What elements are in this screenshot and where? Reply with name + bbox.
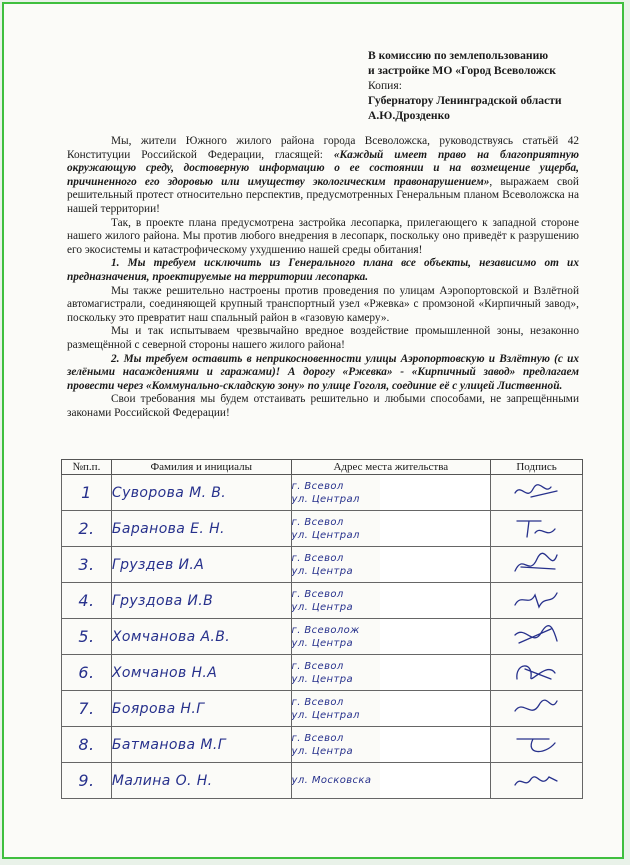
handwritten-signature-icon bbox=[511, 695, 561, 723]
row-name: Хомчанов Н.А bbox=[111, 655, 291, 691]
row-signature bbox=[491, 475, 583, 511]
petition-body bbox=[67, 135, 579, 420]
redacted-area bbox=[380, 691, 490, 726]
address-street: ул. Центра bbox=[291, 673, 353, 685]
table-header-row bbox=[62, 460, 583, 475]
row-name: Груздев И.А bbox=[111, 547, 291, 583]
row-number: 9. bbox=[62, 763, 112, 799]
row-address bbox=[291, 727, 491, 763]
signatures-body bbox=[62, 475, 583, 799]
paragraph-1-intro: Мы, жители Южного жилого района города Всеволожска, руководствуясь статьёй 42 Конституции Российской Федерации, гласящей: bbox=[67, 135, 579, 161]
row-name: Боярова Н.Г bbox=[111, 691, 291, 727]
row-number: 4. bbox=[62, 583, 112, 619]
row-number: 5. bbox=[62, 619, 112, 655]
row-signature bbox=[491, 691, 583, 727]
redacted-area bbox=[380, 655, 490, 690]
header-name: Фамилия и инициалы bbox=[111, 460, 291, 475]
table-row bbox=[62, 691, 583, 727]
address-city: г. Всевол bbox=[291, 660, 344, 672]
row-signature bbox=[491, 727, 583, 763]
address-street: ул. Центра bbox=[291, 637, 353, 649]
table-row bbox=[62, 547, 583, 583]
table-row bbox=[62, 511, 583, 547]
redacted-area bbox=[380, 511, 490, 546]
row-address bbox=[291, 583, 491, 619]
header-address: Адрес места жительства bbox=[291, 460, 491, 475]
row-address bbox=[291, 475, 491, 511]
table-row bbox=[62, 475, 583, 511]
address-street: ул. Центра bbox=[291, 745, 353, 757]
redacted-area bbox=[380, 619, 490, 654]
addressee-line-3: Губернатору Ленинградской области bbox=[368, 94, 562, 107]
paragraph-1 bbox=[67, 135, 579, 217]
handwritten-signature-icon bbox=[511, 551, 561, 579]
address-city: г. Всевол bbox=[291, 732, 344, 744]
row-signature bbox=[491, 511, 583, 547]
copy-label: Копия: bbox=[368, 79, 402, 92]
addressee-line-2: и застройке МО «Город Всеволожск bbox=[368, 64, 556, 77]
row-address bbox=[291, 691, 491, 727]
paragraph-4: Мы также решительно настроены против проведения по улицам Аэропортовской и Взлётной автомагистрали, соединяющей крупный транспортный узел «Ржевка» с промзоной «Кирпичный завод», поскольку это превратит наш спальный район в «газовую камеру». bbox=[67, 284, 579, 324]
row-address bbox=[291, 511, 491, 547]
handwritten-signature-icon bbox=[511, 479, 561, 507]
table-row bbox=[62, 763, 583, 799]
row-address bbox=[291, 547, 491, 583]
constitution-quote: «Каждый имеет право на благоприятную окружающую среду, достоверную информацию о ее состоянии и на возмещение ущерба, причиненного его здоровью или имуществу экологическим правонарушением» bbox=[67, 148, 579, 188]
row-number: 2. bbox=[62, 511, 112, 547]
demand-1: 1. Мы требуем исключить из Генерального плана все объекты, независимо от их предназначения, проектируемые на территории лесопарка. bbox=[67, 257, 579, 283]
row-signature bbox=[491, 583, 583, 619]
handwritten-signature-icon bbox=[511, 515, 561, 543]
address-city: г. Всевол bbox=[291, 516, 344, 528]
row-address bbox=[291, 763, 491, 799]
row-number: 6. bbox=[62, 655, 112, 691]
document-frame bbox=[2, 2, 624, 859]
row-name: Баранова Е. Н. bbox=[111, 511, 291, 547]
addressee-line-4: А.Ю.Дрозденко bbox=[368, 109, 450, 122]
address-city: г. Всеволож bbox=[291, 624, 360, 636]
paragraph-7: Свои требования мы будем отстаивать решительно и любыми способами, не запрещёнными законами Российской Федерации! bbox=[67, 393, 579, 419]
addressee-block bbox=[368, 48, 618, 123]
row-name: Груздова И.В bbox=[111, 583, 291, 619]
row-name: Хомчанова А.В. bbox=[111, 619, 291, 655]
row-number: 3. bbox=[62, 547, 112, 583]
paragraph-2: Так, в проекте плана предусмотрена застройка лесопарка, прилегающего к западной стороне нашего жилого района. Мы против любого внедрения в лесопарк, поскольку оно приведёт к разрушению его экосистемы и катастрофическому ухудшению нашей среды обитания! bbox=[67, 216, 579, 256]
demand-2: 2. Мы требуем оставить в неприкосновенности улицы Аэропортовскую и Взлётную (с их зелёными насаждениями и гаражами)! А дорогу «Ржевка» - «Кирпичный завод» предлагаем провести через «Коммунально-складскую зону» по улице Гоголя, соединие её с улицей Лиственной. bbox=[67, 352, 579, 392]
row-signature bbox=[491, 763, 583, 799]
row-signature bbox=[491, 547, 583, 583]
row-signature bbox=[491, 655, 583, 691]
row-name: Суворова М. В. bbox=[111, 475, 291, 511]
address-street: ул. Централ bbox=[291, 529, 360, 541]
petition-page bbox=[4, 4, 622, 857]
redacted-area bbox=[380, 547, 490, 582]
redacted-area bbox=[380, 583, 490, 618]
table-row bbox=[62, 583, 583, 619]
address-street: ул. Централ bbox=[291, 493, 360, 505]
handwritten-signature-icon bbox=[511, 623, 561, 651]
row-name: Малина О. Н. bbox=[111, 763, 291, 799]
address-city: г. Всевол bbox=[291, 696, 344, 708]
address-street: ул. Московска bbox=[291, 775, 372, 786]
row-number: 1 bbox=[62, 475, 112, 511]
table-row bbox=[62, 655, 583, 691]
row-address bbox=[291, 619, 491, 655]
handwritten-signature-icon bbox=[511, 767, 561, 795]
address-city: г. Всевол bbox=[291, 480, 344, 492]
address-street: ул. Центра bbox=[291, 565, 353, 577]
handwritten-signature-icon bbox=[511, 731, 561, 759]
table-row bbox=[62, 727, 583, 763]
row-number: 7. bbox=[62, 691, 112, 727]
address-city: г. Всевол bbox=[291, 588, 344, 600]
address-city: г. Всевол bbox=[291, 552, 344, 564]
signatures-table bbox=[61, 459, 583, 799]
address-street: ул. Центра bbox=[291, 601, 353, 613]
handwritten-signature-icon bbox=[511, 659, 561, 687]
table-row bbox=[62, 619, 583, 655]
address-street: ул. Централ bbox=[291, 709, 360, 721]
row-signature bbox=[491, 619, 583, 655]
header-signature: Подпись bbox=[491, 460, 583, 475]
row-address bbox=[291, 655, 491, 691]
handwritten-signature-icon bbox=[511, 587, 561, 615]
redacted-area bbox=[380, 727, 490, 762]
addressee-line-1: В комиссию по землепользованию bbox=[368, 49, 549, 62]
row-name: Батманова М.Г bbox=[111, 727, 291, 763]
redacted-area bbox=[380, 475, 490, 510]
paragraph-1-end: , выражаем свой решительный протест относительно перспектив, предусмотренных Генеральным планом Всеволожска на нашей территории! bbox=[67, 175, 579, 215]
redacted-area bbox=[380, 763, 490, 798]
row-number: 8. bbox=[62, 727, 112, 763]
paragraph-5: Мы и так испытываем чрезвычайно вредное воздействие промышленной зоны, незаконно размещённой с северной стороны нашего жилого района! bbox=[67, 325, 579, 351]
header-number: №п.п. bbox=[62, 460, 112, 475]
